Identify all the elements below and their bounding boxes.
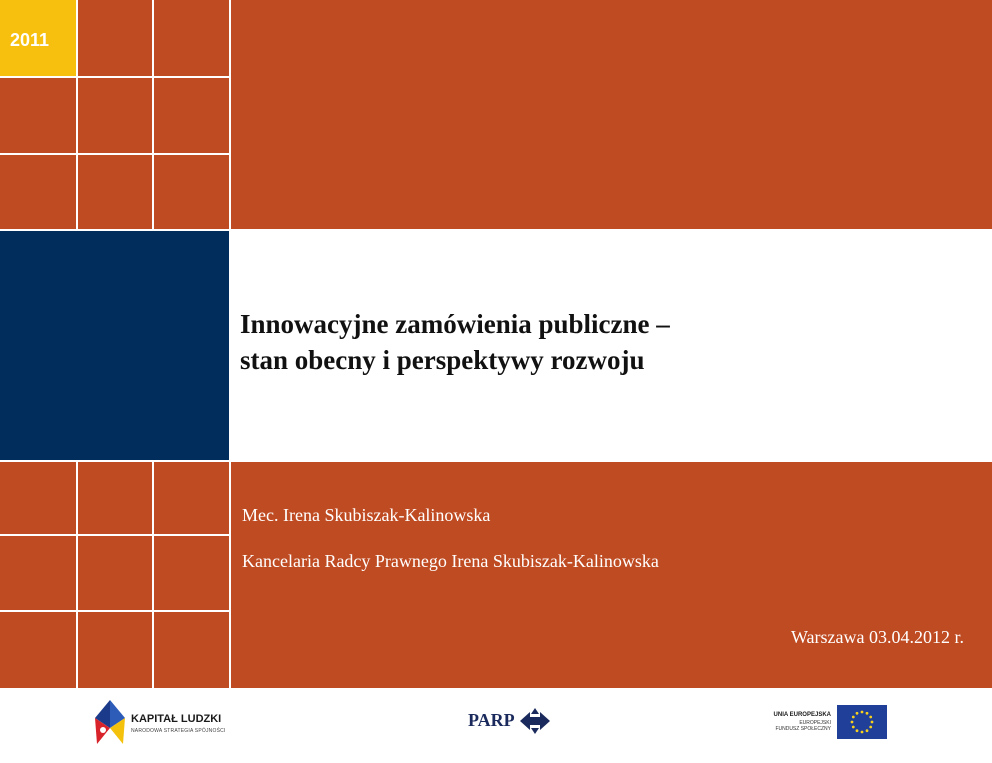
parp-name: PARP <box>468 710 515 730</box>
info-banner <box>231 462 992 688</box>
grid-cell <box>78 536 152 610</box>
grid-cell <box>0 612 76 688</box>
grid-cell <box>154 0 229 76</box>
navy-block <box>0 231 229 460</box>
ue-fund <box>775 720 831 732</box>
place-date: Warszawa 03.04.2012 r. <box>790 627 964 647</box>
kapital-ludzki-icon <box>93 698 127 746</box>
grid-cell <box>78 155 152 229</box>
grid-cell <box>78 78 152 153</box>
ue-fund-line3: FUNDUSZ SPOŁECZNY <box>775 726 831 732</box>
kapital-ludzki-subtitle: NARODOWA STRATEGIA SPÓJNOŚCI <box>131 728 226 734</box>
grid-cell <box>0 78 76 153</box>
year-badge-text: 2011 <box>10 30 50 50</box>
grid-cell <box>78 0 152 76</box>
grid-cell <box>154 155 229 229</box>
grid-cell <box>154 78 229 153</box>
grid-cell <box>78 612 152 688</box>
eu-flag-icon <box>837 705 887 739</box>
grid-cell <box>154 612 229 688</box>
ue-fund-line2: EUROPEJSKI <box>799 720 831 726</box>
slide-title <box>240 306 940 378</box>
slide-title-line2: stan obecny i perspektywy rozwoju <box>240 345 645 375</box>
parp-icon <box>520 708 550 734</box>
firm-name: Kancelaria Radcy Prawnego Irena Skubiszak-Kalinowska <box>242 551 659 571</box>
top-banner <box>231 0 992 229</box>
year-badge-cell <box>0 0 76 76</box>
grid-cell <box>0 155 76 229</box>
author-name: Mec. Irena Skubiszak-Kalinowska <box>242 505 491 525</box>
grid-cell <box>78 462 152 534</box>
ue-name: UNIA EUROPEJSKA <box>773 712 831 718</box>
grid-cell <box>0 536 76 610</box>
kapital-ludzki-name: KAPITAŁ LUDZKI <box>131 713 222 725</box>
slide-title-line1: Innowacyjne zamówienia publiczne – <box>240 309 670 339</box>
grid-cell <box>154 462 229 534</box>
grid-cell <box>0 462 76 534</box>
grid-cell <box>154 536 229 610</box>
